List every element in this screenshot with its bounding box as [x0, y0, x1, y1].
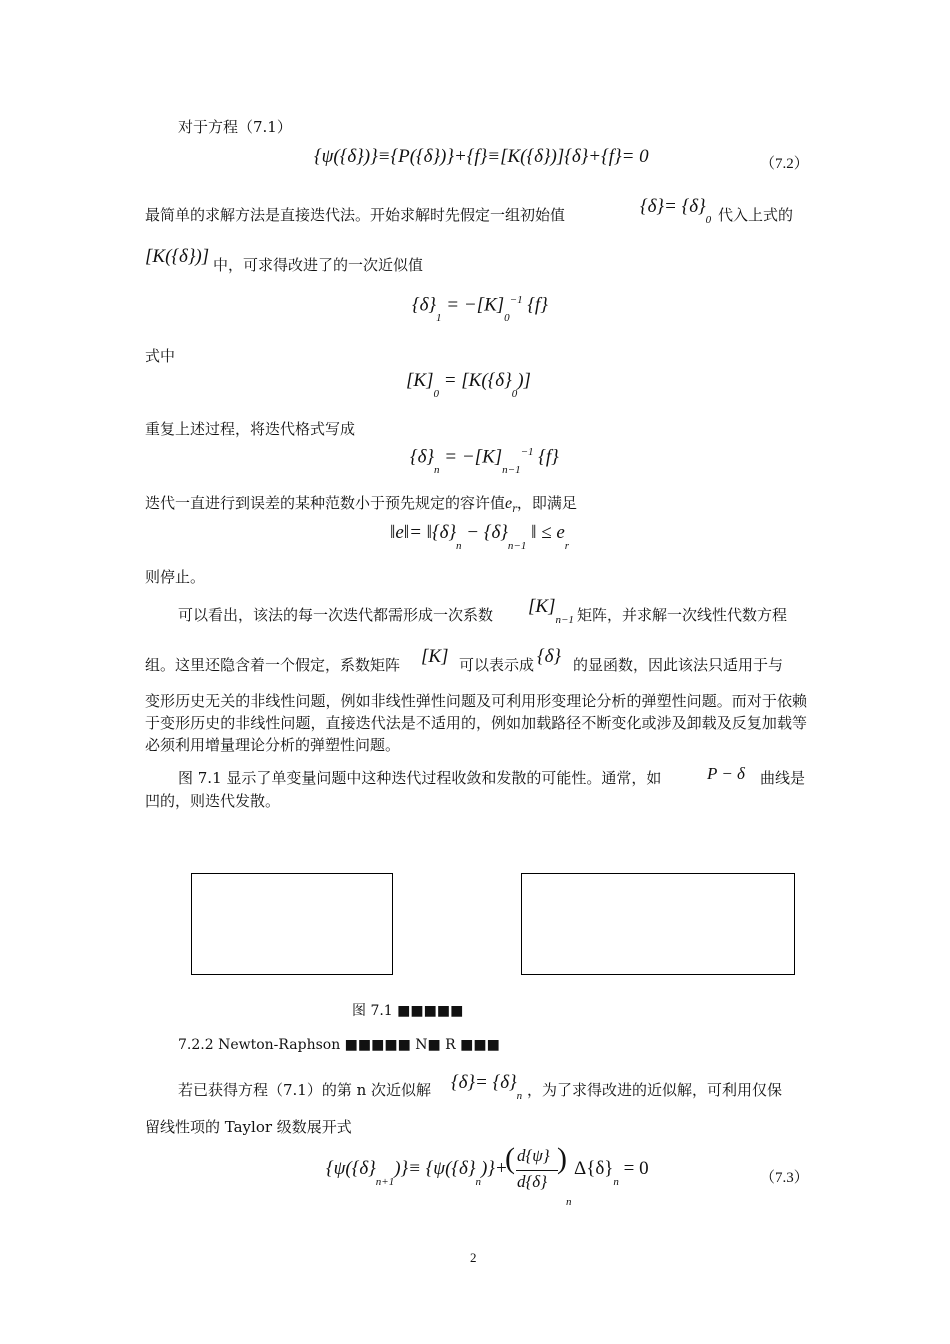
equation-7-3 — [326, 1158, 508, 1188]
figure-divergence-box — [521, 873, 795, 975]
math-subscript: n+1 — [375, 1175, 395, 1188]
paragraph-tolerance — [145, 492, 577, 521]
paragraph-text: 可以表示成 — [459, 656, 535, 674]
math-subscript: 0 — [705, 213, 712, 226]
figure-convergence-box — [191, 873, 393, 975]
paragraph-text: ，为了求得改进的近似解，可利用仅保 — [527, 1081, 783, 1099]
delta-math: {δ} — [537, 646, 562, 667]
matrix-k-math — [528, 596, 574, 626]
math-subscript: 0 — [433, 387, 439, 400]
math-expression: )}≡ {ψ({δ} — [394, 1158, 476, 1179]
math-expression: {f} — [538, 446, 559, 468]
paragraph-text: 留线性项的 Taylor 级数展开式 — [145, 1118, 352, 1136]
math-expression: = −[K] — [446, 294, 505, 316]
math-subscript: n — [566, 1196, 572, 1208]
math-expression: {ψ({δ} — [326, 1158, 376, 1179]
math-subscript: n — [456, 539, 462, 552]
math-subscript: 0 — [511, 387, 518, 400]
math-subscript: r — [512, 504, 517, 515]
nth-approx-math — [451, 1072, 523, 1102]
math-subscript: 0 — [504, 312, 510, 325]
page-number: 2 — [470, 1250, 477, 1265]
math-subscript: n−1 — [502, 464, 521, 477]
math-expression: ‖e‖= ‖{δ} — [390, 522, 457, 543]
section-heading: 7.2.2 Newton-Raphson ■■■■■ N■ R ■■■ — [178, 1037, 500, 1053]
math-subscript: n — [516, 1089, 523, 1102]
math-subscript: n — [475, 1175, 481, 1188]
paragraph-text: 中，可求得改进了的一次近似值 — [213, 256, 424, 274]
math-expression: {δ}= {δ} — [451, 1072, 517, 1093]
paragraph-text: 可以看出，该法的每一次迭代都需形成一次系数 — [178, 606, 494, 624]
paragraph-text: 曲线是 — [760, 769, 806, 787]
math-expression: {δ} — [412, 294, 437, 316]
figure-caption: 图 7.1 ■■■■■ — [352, 1003, 464, 1019]
math-expression: ‖ ≤ e — [531, 522, 565, 543]
math-expression: )}+ — [480, 1158, 508, 1179]
text-repeat: 重复上述过程，将迭代格式写成 — [145, 420, 356, 438]
k-delta-math: [K({δ})] — [145, 246, 210, 267]
math-subscript: n — [613, 1175, 619, 1188]
math-subscript: n−1 — [507, 539, 527, 552]
equation-iteration — [410, 446, 559, 477]
paren-right: ) — [557, 1142, 567, 1175]
math-symbol: e — [505, 495, 513, 512]
paragraph-text: 代入上式的 — [718, 206, 794, 224]
fraction-denominator: d{δ} — [517, 1172, 547, 1191]
math-expression: Δ{δ} — [574, 1158, 614, 1179]
math-subscript: 1 — [436, 312, 442, 325]
math-expression: )] — [517, 370, 531, 391]
fraction-bar — [516, 1170, 558, 1171]
paragraph-text: 变形历史无关的非线性问题，例如非线性弹性问题及可利用形变理论分析的弹塑性问题。而对于依赖于变形历史的非线性问题，直接迭代法是不适用的，例如加载路径不断变化或涉及卸载及反复加载等必须利用增量理论分析的弹塑性问题。 — [145, 692, 807, 754]
math-expression: [K] — [528, 596, 556, 617]
math-subscript: n−1 — [555, 613, 574, 626]
equation-norm — [390, 522, 570, 552]
paragraph-text: 凹的，则迭代发散。 — [145, 792, 281, 810]
p-delta-math: P − δ — [707, 764, 745, 783]
math-expression: = 0 — [623, 1158, 649, 1179]
paragraph-text: 最简单的求解方法是直接迭代法。开始求解时先假定一组初始值 — [145, 206, 566, 224]
intro-text: 对于方程（7.1） — [178, 118, 292, 136]
paragraph-text: 迭代一直进行到误差的某种范数小于预先规定的容许值 — [145, 494, 506, 512]
math-superscript: −1 — [520, 446, 534, 458]
matrix-k-math: [K] — [421, 646, 449, 667]
paragraph-text: ，即满足 — [516, 494, 577, 512]
equation-first-approximation — [412, 294, 548, 325]
initial-value-math — [640, 196, 712, 226]
equation-7-2: {ψ({δ})}≡{P({δ})}+{f}≡[K({δ})]{δ}+{f}= 0 — [314, 146, 649, 167]
math-expression: = −[K] — [444, 446, 503, 468]
text-shizhong: 式中 — [145, 347, 176, 365]
paragraph-text: 矩阵，并求解一次线性代数方程 — [577, 606, 788, 624]
equation-k0 — [406, 370, 531, 400]
math-expression: = [K({δ} — [443, 370, 512, 391]
paragraph-text: 的显函数，因此该法只适用于与 — [573, 656, 784, 674]
math-expression: {f} — [527, 294, 548, 316]
text-stop: 则停止。 — [145, 568, 206, 586]
math-subscript: r — [564, 539, 570, 552]
math-superscript: −1 — [509, 294, 523, 306]
paren-left: ( — [505, 1142, 515, 1175]
math-expression: {δ} — [410, 446, 435, 468]
math-expression: − {δ} — [466, 522, 508, 543]
math-expression: [K] — [406, 370, 434, 391]
equation-number-7-3: （7.3） — [760, 1170, 809, 1186]
paragraph-direct-iteration — [145, 204, 565, 226]
math-expression: {δ}= {δ} — [640, 196, 706, 217]
paragraph-text: 若已获得方程（7.1）的第 n 次近似解 — [178, 1081, 432, 1099]
paragraph-text: 图 7.1 显示了单变量问题中这种迭代过程收敛和发散的可能性。通常，如 — [178, 769, 662, 787]
equation-number-7-2: （7.2） — [760, 156, 809, 172]
paragraph-text: 组。这里还隐含着一个假定，系数矩阵 — [145, 656, 401, 674]
delta-increment — [574, 1158, 649, 1188]
fraction-numerator: d{ψ} — [517, 1146, 550, 1165]
math-subscript: n — [434, 464, 440, 477]
